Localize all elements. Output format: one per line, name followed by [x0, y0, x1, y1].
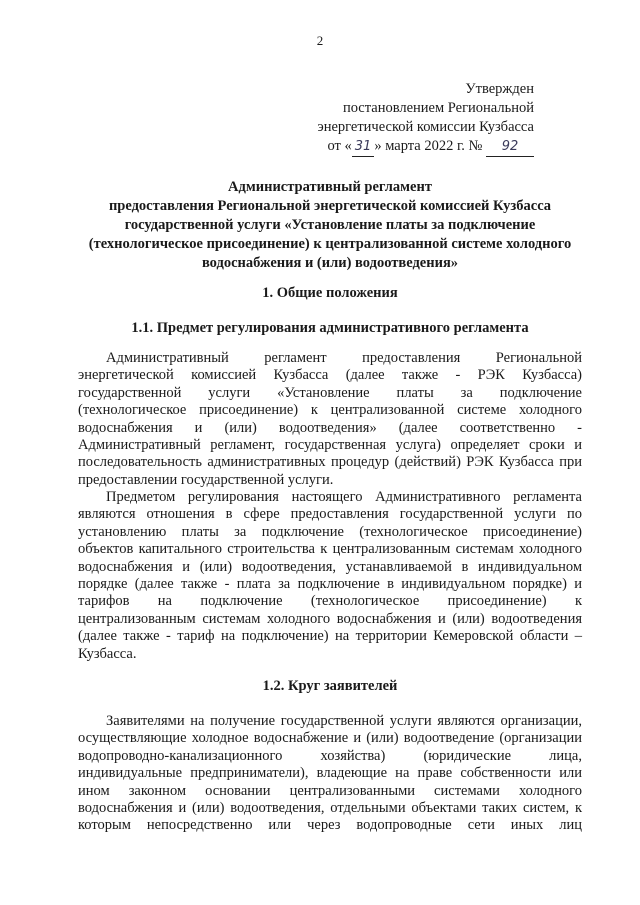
- approval-doc-number: 92: [486, 137, 534, 157]
- paragraph-line: являются отношения в сфере предоставления государственной услуги по: [78, 506, 582, 523]
- paragraph-line: Административный регламент, государственная услуга) определяет сроки и: [78, 437, 582, 454]
- title-line-1: Административный регламент: [228, 179, 432, 195]
- paragraph-line: (далее также - тариф на подключение) на территории Кемеровской области –: [78, 628, 582, 645]
- paragraph-line: энергетической комиссией Кузбасса (далее также - РЭК Кузбасса): [78, 367, 582, 384]
- approval-line-1: Утвержден: [465, 81, 534, 97]
- paragraph-line: последовательность административных процедур (действий) РЭК Кузбасса при: [78, 454, 582, 471]
- paragraph-line: ином законном основании централизованными системами холодного: [78, 782, 582, 799]
- paragraph-line: порядке (далее также - плата за подключение в индивидуальном порядке) и: [78, 576, 582, 593]
- paragraph-line: Кузбасса.: [78, 645, 137, 662]
- approval-block: [317, 80, 534, 157]
- paragraph-line: водоснабжения и (или) водоотведения, отдельными объектами таких систем, к: [78, 800, 582, 817]
- paragraph-line: тарифов на подключение (технологическое присоединение) к: [78, 593, 582, 610]
- paragraph-line: индивидуальные предприниматели), владеющие на праве собственности или: [78, 765, 582, 782]
- title-line-2: предоставления Региональной энергетической комиссией Кузбасса: [108, 198, 552, 214]
- document-title: [78, 178, 582, 273]
- section-1-heading: 1. Общие положения: [262, 285, 398, 301]
- section-1-2-paragraph-1: [78, 713, 582, 835]
- paragraph-line: осуществляющие холодное водоснабжение и (или) водоотведение (организации: [78, 730, 582, 747]
- section-1-1-heading: 1.1. Предмет регулирования административного регламента: [131, 320, 529, 336]
- paragraph-line: установлению платы за подключение (технологическое присоединение): [78, 523, 582, 540]
- approval-date-prefix: от «: [327, 138, 352, 154]
- approval-line-3: энергетической комиссии Кузбасса: [317, 119, 534, 135]
- paragraph-line: водоснабжения и (или) водоотведения» (далее соответственно -: [78, 419, 582, 436]
- paragraph-line: государственной услуги «Установление платы за подключение: [78, 384, 582, 401]
- title-line-4: (технологическое присоединение) к централизованной системе холодного: [88, 236, 572, 252]
- approval-date-day: 31: [352, 137, 375, 157]
- section-1-1-paragraph-1: [78, 350, 582, 489]
- section-1-2-heading: 1.2. Круг заявителей: [262, 678, 398, 694]
- paragraph-line: объектов капитального строительства к централизованным системам холодного: [78, 541, 582, 558]
- paragraph-line: которым непосредственно или через водопроводные сети иных лиц: [78, 817, 582, 834]
- title-line-5: водоснабжения и (или) водоотведения»: [201, 255, 459, 271]
- title-line-3: государственной услуги «Установление платы за подключение: [124, 217, 536, 233]
- section-1-1-paragraph-2: [78, 489, 582, 663]
- paragraph-line: (технологическое присоединение) к централизованной системе холодного: [78, 402, 582, 419]
- page-number: 2: [316, 33, 324, 48]
- paragraph-line: предоставлении государственной услуги.: [78, 471, 334, 488]
- approval-date-line: [317, 137, 534, 157]
- paragraph-line: водопроводно-канализационного хозяйства) (юридические лица,: [78, 747, 582, 764]
- paragraph-line: Заявителями на получение государственной услуги являются организации,: [106, 713, 582, 729]
- paragraph-line: централизованным системам холодного водоснабжения и (или) водоотведения: [78, 610, 582, 627]
- paragraph-line: водоснабжения и (или) водоотведения, устанавливаемой в индивидуальном: [78, 558, 582, 575]
- paragraph-line: Административный регламент предоставления Региональной: [106, 350, 582, 366]
- paragraph-line: Предметом регулирования настоящего Административного регламента: [106, 489, 582, 505]
- approval-line-2: постановлением Региональной: [342, 100, 534, 116]
- approval-date-suffix: » марта 2022 г. №: [374, 138, 483, 154]
